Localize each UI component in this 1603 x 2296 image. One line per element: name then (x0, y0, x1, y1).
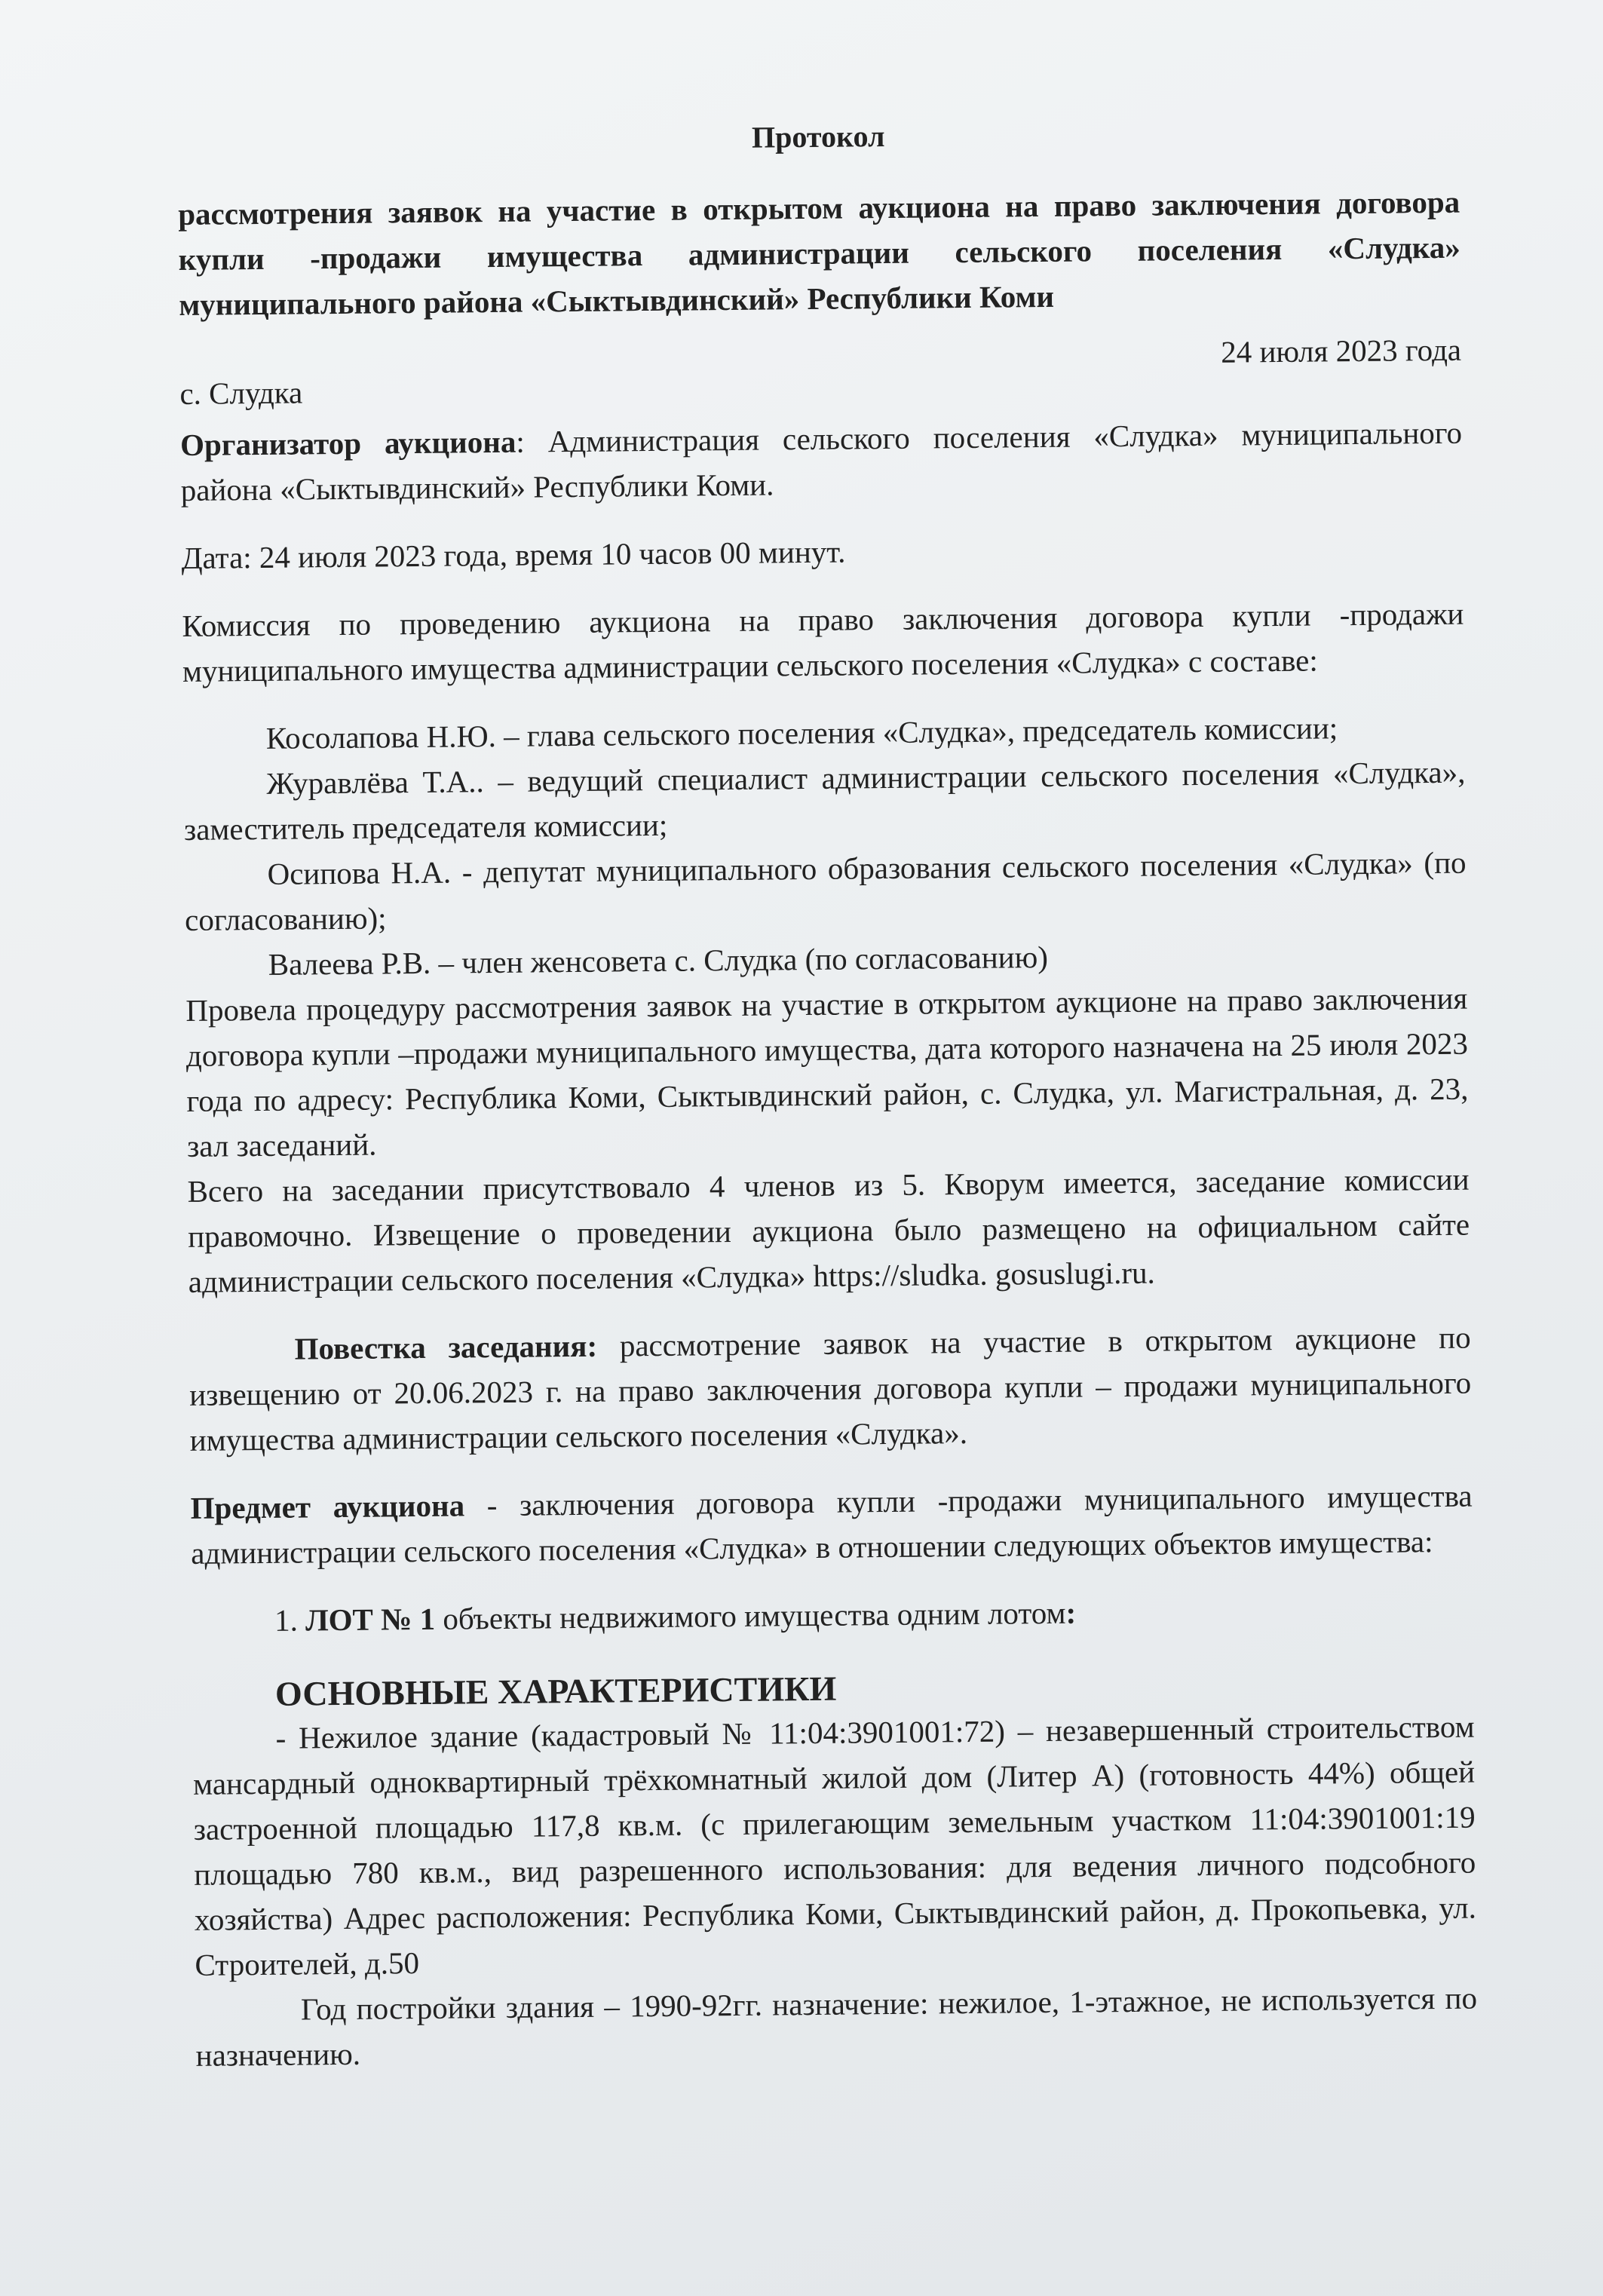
organizer-paragraph (180, 410, 1463, 513)
lot-paragraph (192, 1586, 1473, 1644)
lot-label: ЛОТ № 1 (305, 1601, 436, 1638)
subject-paragraph (190, 1473, 1473, 1576)
building-paragraph: - Нежилое здание (кадастровый № 11:04:3901001:72) – незавершенный строительством мансардный одноквартирный трёхкомнатный жилой дом (Литер А) (готовность 44%) общей застроенной площадью 117,8 кв.м. (с прилегающим земельным участком 11:04:3901001:19 площадью 780 кв.м., вид разрешенного использования: для ведения личного подсобного хозяйства) Адрес расположения: Республика Коми, Сыктывдинский район, д. Прокопьевка, ул. Строителей, д.50 (192, 1709, 1477, 1982)
member-item: Журавлёва Т.А.. – ведущий специалист администрации сельского поселения «Слудка», заместитель председателя комиссии; (183, 754, 1466, 847)
place-date-row (179, 327, 1462, 422)
organizer-label: Организатор аукциона (179, 424, 516, 462)
agenda-text: рассмотрение заявок на участие в открытом аукционе по извещению от 20.06.2023 г. на право заключения договора купли – продажи муниципального имущества администрации сельского поселения «Слудка». (189, 1320, 1472, 1458)
lot-colon: : (1065, 1595, 1077, 1630)
document-page (177, 109, 1478, 2078)
document-subtitle: рассмотрения заявок на участие в открытом аукциона на право заключения договора купли -продажи имущества администрации сельского поселения «Слудка» муниципального района «Сыктывдинский» Республики Коми (177, 184, 1460, 322)
agenda-label: Повестка заседания: (294, 1328, 598, 1366)
subject-text: - заключения договора купли -продажи муниципального имущества администрации сельского поселения «Слудка» в отношении следующих объектов имущества: (191, 1478, 1473, 1571)
member-item: Валеева Р.В. – член женсовета с. Слудка (по согласованию) (268, 939, 1049, 982)
quorum-paragraph: Всего на заседании присутствовало 4 членов из 5. Кворум имеется, заседание комиссии правомочно. Извещение о проведении аукциона было размещено на официальном сайте администрации сельского поселения «Слудка» https://sludka. gosuslugi.ru. (187, 1161, 1470, 1299)
member-item: Осипова Н.А. - депутат муниципального образования сельского поселения «Слудка» (по согласованию); (184, 845, 1467, 937)
lot-number: 1. (274, 1602, 299, 1638)
commission-intro: Комиссия по проведению аукциона на право заключения договора купли -продажи муниципального имущества администрации сельского поселения «Слудка» с составе: (182, 596, 1464, 688)
lot-text: объекты недвижимого имущества одним лотом (434, 1595, 1066, 1636)
member-item: Косолапова Н.Ю. – глава сельского поселения «Слудка», председатель комиссии; (265, 710, 1338, 756)
subject-label: Предмет аукциона (190, 1488, 465, 1525)
agenda-paragraph (188, 1315, 1472, 1463)
organizer-text: : Администрация сельского поселения «Слудка» муниципального района «Сыктывдинский» Республики Коми. (180, 415, 1463, 507)
place-text: с. Слудка (179, 375, 303, 411)
meeting-date: Дата: 24 июля 2023 года, время 10 часов 00 минут. (181, 534, 846, 575)
procedure-paragraph: Провела процедуру рассмотрения заявок на участие в открытом аукционе на право заключения договора купли –продажи муниципального имущества, дата которого назначена на 25 июля 2023 года по адресу: Республика Коми, Сыктывдинский район, с. Слудка, ул. Магистральная, д. 23, зал заседаний. (185, 980, 1469, 1163)
document-title: Протокол (751, 118, 885, 155)
date-text: 24 июля 2023 года (1220, 332, 1462, 369)
year-built-paragraph: Год постройки здания – 1990-92гг. назначение: нежилое, 1-этажное, не используется по назначению. (195, 1980, 1478, 2073)
characteristics-heading: ОСНОВНЫЕ ХАРАКТЕРИСТИКИ (274, 1669, 837, 1713)
